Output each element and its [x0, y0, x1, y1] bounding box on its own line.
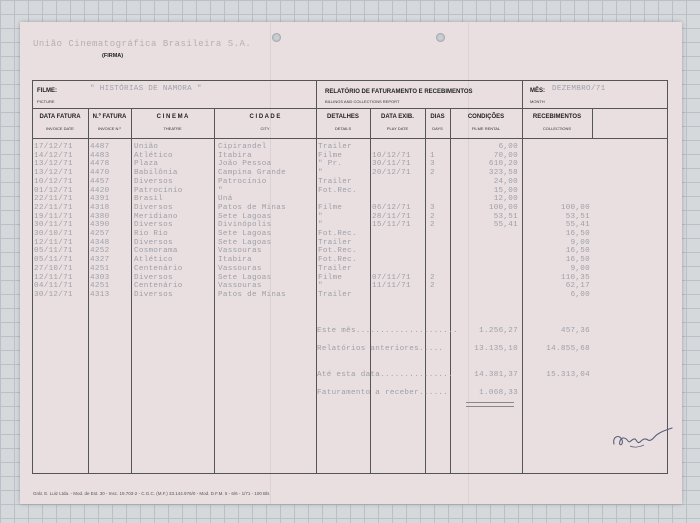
cell-collect: 110,35: [560, 273, 590, 282]
este-mes-rental: 1.256,27: [479, 327, 518, 335]
cell-cinema: Babilônia: [134, 169, 178, 178]
cell-details: Trailer: [318, 238, 352, 247]
cell-play-date: 20/12/71: [372, 169, 411, 178]
cell-collect: 53,51: [565, 212, 590, 221]
col-header-cinema: C I N E M A: [156, 114, 189, 120]
cell-details: Trailer: [318, 143, 352, 151]
cell-cinema: Diversos: [134, 290, 173, 299]
cell-invoice: 4391: [90, 195, 110, 204]
header-divider: [522, 80, 523, 108]
cell-city: Sete Lagoas: [218, 273, 272, 282]
cell-date: 30/12/71: [34, 290, 73, 299]
cell-city: ": [218, 186, 223, 195]
cell-days: 3: [430, 203, 435, 212]
cell-invoice: 4380: [90, 212, 110, 221]
cell-city: Campina Grande: [218, 169, 286, 178]
cell-details: ": [318, 212, 323, 221]
cell-city: Patos de Minas: [218, 203, 286, 212]
cell-cinema: Diversos: [134, 221, 173, 230]
cell-invoice: 4318: [90, 203, 110, 212]
signature-mark: [610, 414, 680, 454]
cell-city: João Pessoa: [218, 160, 272, 169]
cell-details: " Pr.: [318, 160, 343, 169]
cell-date: 27/10/71: [34, 264, 73, 273]
cell-cinema: Atlético: [134, 151, 173, 160]
report-sheet: [20, 22, 682, 504]
col-sub-play-date: PLAY DATE: [386, 126, 409, 131]
printer-footer: Grát. E. Luiz Ltda. - Mod. de Est. 30 - Insc. 19.703-2 - C.G.C. (M.F.) 33.144.976/0 - Mod. D.F.M. 5 - 6/6 - 1/71 - 100 Bls: [33, 491, 270, 496]
cell-cinema: Cosmorama: [134, 247, 178, 256]
cell-days: 2: [430, 282, 435, 291]
col-sub-filme-rental: FILME RENTAL: [471, 126, 501, 131]
col-header-cidade: C I D A D E: [249, 114, 281, 120]
cell-invoice: 4251: [90, 282, 110, 291]
col-header-detalhes: DETALHES: [327, 114, 359, 120]
cell-days: 2: [430, 273, 435, 282]
este-mes-label: Este mês.....................: [317, 327, 458, 335]
cell-date: 12/11/71: [34, 273, 73, 282]
col-header-condicoes: CONDIÇÕES: [467, 114, 505, 120]
cell-invoice: 4483: [90, 151, 110, 160]
col-header-data-exib: DATA EXIB.: [381, 114, 414, 120]
cell-invoice: 4487: [90, 143, 110, 151]
cell-city: Uná: [218, 195, 233, 204]
cell-date: 05/11/71: [34, 256, 73, 265]
cell-details: Fot.Rec.: [318, 256, 357, 265]
cell-invoice: 4457: [90, 177, 110, 186]
cell-invoice: 4303: [90, 273, 110, 282]
col-sub-collections: COLLECTIONS: [542, 126, 572, 131]
cell-days: 2: [430, 169, 435, 178]
mes-value: DEZEMBRO/71: [552, 85, 606, 93]
cell-invoice: 4390: [90, 221, 110, 230]
faturamento-label: Faturamento a receber......: [317, 389, 449, 397]
cell-details: ": [318, 221, 323, 230]
cell-rental: 100,00: [488, 203, 518, 212]
cell-cinema: Diversos: [134, 203, 173, 212]
cell-invoice: 4327: [90, 256, 110, 265]
cell-details: Fot.Rec.: [318, 230, 357, 238]
col-sub-invoice-date: INVOICE DATE: [46, 126, 74, 131]
cell-days: 1: [430, 151, 435, 160]
cell-play-date: 28/11/71: [372, 212, 411, 221]
month-label: MONTH: [530, 99, 545, 104]
cell-cinema: Brasil: [134, 195, 164, 204]
cell-rental: 323,58: [488, 169, 518, 178]
cell-city: Vassouras: [218, 247, 262, 256]
report-subtitle: BILLINGS AND COLLECTIONS REPORT: [325, 99, 400, 104]
cell-date: 04/11/71: [34, 282, 73, 291]
cell-cinema: Plaza: [134, 160, 159, 169]
picture-label: PICTURE: [37, 99, 55, 104]
cell-collect: 62,17: [565, 282, 590, 291]
company-name: União Cinematográfica Brasileira S.A.: [33, 39, 252, 49]
cell-collect: 9,00: [570, 238, 590, 247]
filme-label: FILME:: [37, 88, 57, 94]
cell-details: ": [318, 169, 323, 178]
col-header-recebimentos: RECEBIMENTOS: [532, 114, 582, 120]
cell-date: 22/11/71: [34, 195, 73, 204]
cell-date: 01/12/71: [34, 186, 73, 195]
cell-rental: 12,00: [493, 195, 518, 204]
col-sub-invoice-number: INVOICE N.º: [97, 126, 122, 131]
cell-rental: 53,51: [493, 212, 518, 221]
cell-date: 17/12/71: [34, 143, 73, 151]
col-header-dias: DIAS: [430, 114, 445, 120]
cell-cinema: União: [134, 143, 159, 151]
cell-cinema: Centenário: [134, 264, 183, 273]
cell-cinema: Diversos: [134, 238, 173, 247]
cell-date: 30/11/71: [34, 221, 73, 230]
faturamento-rental: 1.068,33: [479, 389, 518, 397]
cell-invoice: 4313: [90, 290, 110, 299]
cell-details: Filme: [318, 151, 343, 160]
cell-details: Fot.Rec.: [318, 186, 357, 195]
filme-value: " HISTÓRIAS DE NAMORA ": [90, 85, 202, 93]
cell-collect: 9,00: [570, 264, 590, 273]
cell-city: Cipirandel: [218, 143, 267, 151]
cell-cinema: Meridiano: [134, 212, 178, 221]
cell-details: Filme: [318, 273, 343, 282]
ate-data-label: Até esta data...............: [317, 371, 453, 379]
table-row: [20, 161, 680, 170]
column-divider: [592, 108, 593, 138]
cell-date: 13/12/71: [34, 169, 73, 178]
cell-collect: 16,50: [565, 256, 590, 265]
anteriores-collect: 14.855,68: [546, 345, 590, 353]
cell-city: Itabira: [218, 256, 252, 265]
cell-collect: 6,00: [570, 290, 590, 299]
cell-invoice: 4478: [90, 160, 110, 169]
punch-hole: [436, 33, 445, 42]
cell-details: Trailer: [318, 264, 352, 273]
col-header-numero-fatura: N.º FATURA: [92, 114, 127, 120]
table-row: [20, 188, 680, 197]
cell-play-date: 30/11/71: [372, 160, 411, 169]
cell-city: Patrocínio: [218, 177, 267, 186]
cell-days: 2: [430, 212, 435, 221]
cell-city: Vassouras: [218, 282, 262, 291]
cell-invoice: 4470: [90, 169, 110, 178]
cell-city: Divinópolis: [218, 221, 272, 230]
double-underline: [466, 402, 514, 407]
cell-days: 2: [430, 221, 435, 230]
col-sub-city: CITY: [260, 126, 270, 131]
cell-cinema: Patrocínio: [134, 186, 183, 195]
col-sub-days: DAYS: [432, 126, 443, 131]
cell-city: Vassouras: [218, 264, 262, 273]
cell-invoice: 4257: [90, 230, 110, 238]
cell-details: Filme: [318, 203, 343, 212]
cell-collect: 100,00: [560, 203, 590, 212]
cell-details: Trailer: [318, 177, 352, 186]
mes-label: MÊS:: [530, 88, 545, 94]
firma-label: (FIRMA): [102, 53, 124, 59]
cell-cinema: Atlético: [134, 256, 173, 265]
cell-cinema: Diversos: [134, 177, 173, 186]
cell-invoice: 4251: [90, 264, 110, 273]
cell-details: Trailer: [318, 290, 352, 299]
cell-date: 05/11/71: [34, 247, 73, 256]
header-rule: [32, 108, 668, 109]
cell-date: 12/11/71: [34, 238, 73, 247]
col-header-data-fatura: DATA FATURA: [39, 114, 81, 120]
cell-cinema: Centenário: [134, 282, 183, 291]
cell-rental: 610,20: [488, 160, 518, 169]
table-row: [20, 144, 680, 153]
cell-play-date: 07/11/71: [372, 273, 411, 282]
cell-date: 22/11/71: [34, 203, 73, 212]
cell-cinema: Rio Rio: [134, 230, 168, 238]
cell-date: 14/12/71: [34, 151, 73, 160]
anteriores-rental: 13.135,10: [474, 345, 518, 353]
cell-invoice: 4348: [90, 238, 110, 247]
cell-play-date: 10/12/71: [372, 151, 411, 160]
report-title: RELATÓRIO DE FATURAMENTO E RECEBIMENTOS: [325, 89, 473, 95]
col-sub-theatre: THEATRE: [163, 126, 182, 131]
cell-city: Sete Lagoas: [218, 212, 272, 221]
column-header-rule: [32, 138, 668, 139]
cell-collect: 16,50: [565, 247, 590, 256]
este-mes-collect: 457,36: [560, 327, 590, 335]
cell-rental: 15,00: [493, 186, 518, 195]
table-row: [20, 292, 680, 301]
cell-cinema: Diversos: [134, 273, 173, 282]
cell-date: 30/10/71: [34, 230, 73, 238]
punch-hole: [272, 33, 281, 42]
cell-play-date: 15/11/71: [372, 221, 411, 230]
cell-invoice: 4252: [90, 247, 110, 256]
header-divider: [316, 80, 317, 108]
cell-city: Sete Lagoas: [218, 238, 272, 247]
cell-rental: 6,00: [498, 143, 518, 151]
cell-city: Sete Lagoas: [218, 230, 272, 238]
cell-days: 3: [430, 160, 435, 169]
cell-rental: 24,00: [493, 177, 518, 186]
ate-data-collect: 15.313,04: [546, 371, 590, 379]
cell-rental: 70,00: [493, 151, 518, 160]
cell-date: 19/11/71: [34, 212, 73, 221]
cell-collect: 55,41: [565, 221, 590, 230]
col-sub-details: DETAILS: [334, 126, 352, 131]
cell-play-date: 06/12/71: [372, 203, 411, 212]
anteriores-label: Relatórios anteriores.....: [317, 345, 444, 353]
cell-play-date: 11/11/71: [372, 282, 411, 291]
cell-invoice: 4420: [90, 186, 110, 195]
table-row: [20, 153, 680, 162]
cell-collect: 16,50: [565, 230, 590, 238]
cell-city: Patos de Minas: [218, 290, 286, 299]
cell-details: Fot.Rec.: [318, 247, 357, 256]
cell-date: 10/12/71: [34, 177, 73, 186]
cell-details: ": [318, 282, 323, 291]
ate-data-rental: 14.381,37: [474, 371, 518, 379]
cell-rental: 55,41: [493, 221, 518, 230]
cell-date: 13/12/71: [34, 160, 73, 169]
cell-city: Itabira: [218, 151, 252, 160]
